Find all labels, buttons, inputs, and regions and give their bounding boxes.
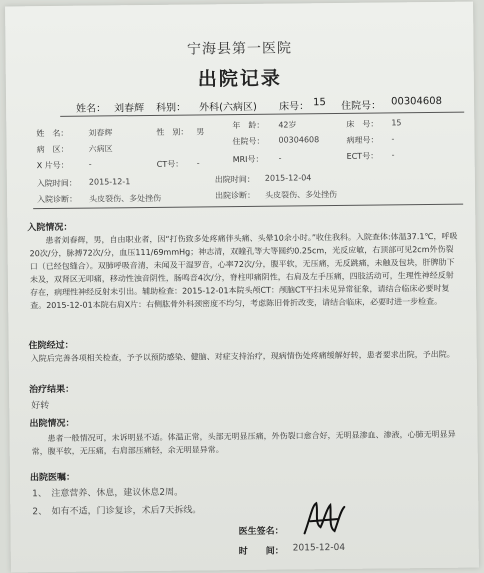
info-sex-label: 性 别：: [156, 127, 189, 137]
hospital-name: 宁海县第一医院: [186, 40, 293, 58]
admission-text: 患者刘春辉，男，自由职业者，因“打伤致多处疼痛伴头痛、头晕10余小时。”收住我科。入院查体:体温37.1℃，呼吸 20次/分，脉搏72次/分，血压111/69mmHg；神志清，双瞳孔等大等圆约0.25cm，光反应敏，右顶部可见2cm外伤裂口（已经包缝合）。双肺呼吸音清，未闻及干湿罗音，心率72次/分，腹平软，无压痛，无反跳痛，未触及包块，肝脾肋下未及，双肾区无叩痛，移动性浊音阴性，肠鸣音4次/分，脊柱叩痛阴性，右肩及左手压痛，四肢活动可，生理性神经反射存在，病理性神经反射未引出。辅助检查：2015-12-01本院头颅CT：颅脑CT平扫未见异常征象，请结合临床必要时复查。2015-12-01本院右肩X片：右侧肱骨外科颈密度不均匀，考虑陈旧骨折改变，请结合临床，必要时进一步检查。: [29, 231, 458, 311]
order-item-1: 1、 注意营养、休息，建议休息2周。: [32, 487, 184, 500]
header-dept-label: 科别：: [156, 102, 187, 114]
info-age: 42岁: [278, 120, 297, 130]
info-discharge-date: 2015-12-04: [264, 173, 312, 183]
header-name-label: 姓名：: [76, 103, 107, 115]
discharge-heading: 出院情况：: [29, 418, 75, 430]
header-admission-no: 00304608: [391, 95, 443, 108]
discharge-record-paper: [5, 2, 479, 573]
header-bed-label: 床号：: [279, 101, 310, 113]
admission-heading: 入院情况：: [27, 222, 73, 234]
course-heading: 住院经过：: [28, 340, 74, 352]
info-ct: -: [196, 158, 200, 168]
course-text: 入院后完善各项相关检查，予予以预防感染、健脑、对症支持治疗，现病情伤处疼痛缓解好转，患者要求出院，予出院。: [30, 349, 455, 364]
info-ect: -: [391, 150, 395, 160]
info-discharge-date-label: 出院时间：: [214, 174, 255, 185]
doctor-signature-label: 医生签名：: [238, 526, 284, 538]
signature-date: 2015-12-04: [292, 542, 346, 554]
info-age-label: 年 龄：: [232, 120, 265, 131]
result-heading: 治疗结果：: [29, 384, 75, 396]
result-text: 好转: [31, 401, 50, 412]
info-ect-label: ECT号：: [346, 151, 379, 161]
info-mri: -: [278, 153, 282, 163]
order-item-2: 2、 如有不适，门诊复诊，术后7天拆线。: [32, 505, 202, 518]
info-ward-label: 病 区：: [36, 144, 69, 155]
header-name: 刘春辉: [114, 103, 145, 115]
discharge-text: 患者一般情况可，未诉明显不适。体温正常，头部无明显压痛，外伤裂口愈合好，无明显渗血、渗液，心肺无明显异常，腹平软，无压痛，右肩部压痛轻，余无明显异常。: [31, 429, 456, 457]
info-admission-diagnosis-label: 入院诊断：: [37, 194, 78, 205]
info-pathno: -: [391, 134, 395, 144]
info-ward: 六病区: [88, 144, 113, 154]
signature-time-label: 时 间：: [238, 546, 284, 558]
header-dept: 外科(六病区): [199, 101, 257, 114]
info-ct-label: CT号：: [156, 159, 184, 169]
header-bed: 15: [313, 97, 326, 109]
info-admission-diagnosis: 头皮裂伤、多处挫伤: [89, 193, 162, 204]
header-admission-no-label: 住院号：: [341, 100, 382, 112]
info-name: 刘春辉: [88, 128, 113, 138]
orders-heading: 出院医嘱：: [29, 472, 76, 484]
info-admission-date: 2015-12-1: [88, 177, 131, 187]
info-bed-label: 床 号：: [346, 119, 379, 129]
info-discharge-diagnosis: 头皮裂伤、多处挫伤: [264, 189, 338, 200]
info-xray-label: X 片号：: [36, 160, 69, 171]
info-mri-label: MRI号：: [232, 154, 264, 165]
info-admno: 00304608: [278, 135, 320, 145]
info-sex: 男: [196, 127, 205, 137]
info-admno-label: 住院号：: [232, 136, 265, 147]
info-discharge-diagnosis-label: 出院诊断：: [214, 190, 256, 201]
info-xray: -: [88, 159, 92, 169]
info-admission-date-label: 入院时间：: [36, 178, 77, 189]
document-title: 出院记录: [197, 67, 282, 91]
doctor-signature-scribble: [298, 497, 350, 542]
info-name-label: 姓 名：: [36, 128, 69, 139]
info-bed: 15: [391, 118, 402, 128]
info-pathno-label: 病理号：: [346, 135, 379, 145]
